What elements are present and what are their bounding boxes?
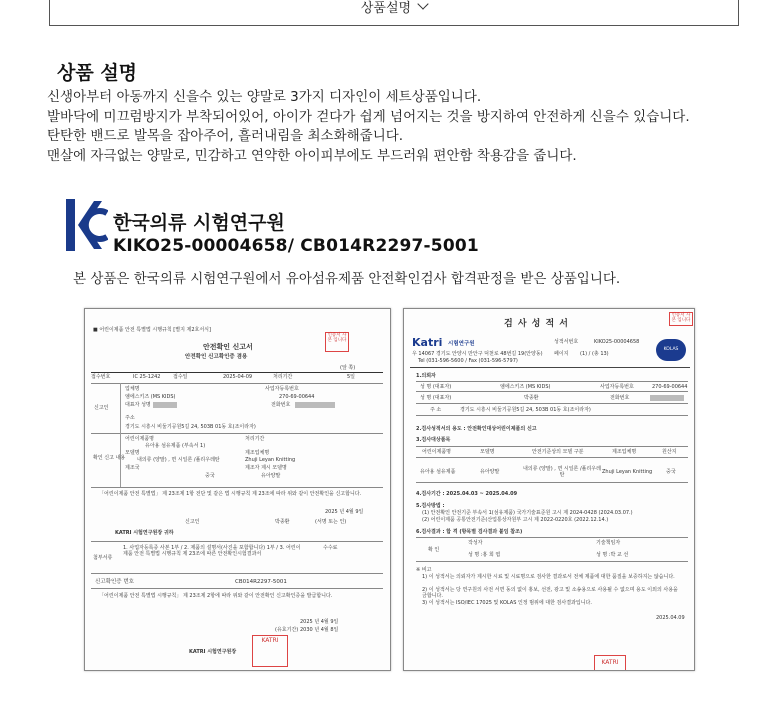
to-label: KATRI 시험연구원장 귀하	[115, 530, 174, 536]
bizno: 270-69-00644	[652, 384, 688, 390]
address-label: 주 소	[430, 407, 442, 413]
sign-note: (서명 또는 인)	[315, 519, 347, 525]
certno: CB014R2297-5001	[235, 579, 287, 585]
issue-date: 2025 년 4월 9일	[300, 619, 339, 625]
rep-label: 성 명 (대표자)	[420, 395, 452, 401]
cell-maker: Zhuji Leyan Knitting	[602, 469, 653, 475]
dropdown-label: 상품설명	[360, 0, 412, 16]
description-line: 탄탄한 밴드로 발목을 잡아주어, 흘러내림을 최소화해줍니다.	[47, 128, 404, 144]
issuer: KATRI 시험연구원장	[189, 649, 237, 655]
name: 엠에스키즈 (MS KIDS)	[500, 384, 551, 390]
bizno-label: 사업자등록번호	[265, 386, 299, 392]
description-line: 맨살에 자극없는 양말로, 민감하고 연약한 아이피부에도 부드러워 편안함 착용감을 줍니다.	[47, 147, 577, 164]
company: 엠에스키즈 (MS KIDS)	[125, 394, 176, 400]
valid-label: (유효기간)	[275, 627, 299, 633]
form-note: ■ 어린이제품 안전 특별법 시행규칙 [별지 제2호서식]	[93, 327, 211, 333]
period: 5일	[347, 374, 356, 380]
report-label: 성적서번호	[554, 339, 579, 345]
cell-origin: 중국	[666, 469, 676, 475]
product: 유아용 섬유제품 (부속서 1)	[145, 443, 206, 449]
cell-product: 유아용 섬유제품	[420, 469, 456, 475]
katri-logo: Katri	[412, 336, 443, 349]
law-text: 「어린이제품 안전 특별법」 제 23조제 1항 전단 및 같은 법 시행규칙 제 23조에 따라 위와 같이 안전확인을 신고합니다.	[99, 491, 362, 497]
page-label: 페이지	[554, 351, 569, 357]
method-2: (2) 어린이제품 공통안전기준(산업통상자원부 고시 제 2022-0220호 (2022.12.14.)	[422, 517, 609, 523]
katri-address: 우 14067 경기도 안양시 만안구 덕천로 48번길 19(안양동)	[412, 351, 543, 357]
note-1: 1) 이 성적서는 의뢰자가 제시한 시료 및 시료명으로 검사한 결과로서 전체 제품에 대한 품질을 보증하지는 않습니다.	[422, 574, 675, 580]
seal-icon: KATRI	[252, 635, 288, 667]
page: (1) / (총 13)	[580, 351, 609, 357]
author: 성 명 :홍 희 엽	[468, 552, 501, 558]
product-description-dropdown[interactable]	[49, 0, 739, 26]
col-origin: 원산지	[662, 449, 677, 455]
doc-title: 검 사 성 적 서	[504, 319, 570, 329]
section-title: 상품 설명	[57, 62, 138, 84]
date-label: 접수일	[173, 374, 188, 380]
cell-model-class: 내의류 (양말) , 면 시일론 /폴리우레탄	[523, 466, 601, 478]
page-label: (앞 쪽)	[340, 365, 356, 371]
certification-note: 본 상품은 한국의류 시험연구원에서 유아섬유제품 안전확인검사 합격판정을 받은 상품입니다.	[73, 271, 621, 287]
model: 내의류 (양말) , 면 시일론 /폴리우레탄	[137, 457, 220, 463]
report-no: KIKO25-00004658	[594, 339, 640, 345]
copy-stamp: 인증서 사본 입니다	[669, 312, 693, 326]
katri-tel: Tel (031-596-5600 / Fax (031-596-5797)	[418, 358, 518, 364]
kolas-logo: KOLAS	[656, 339, 686, 361]
address-label: 주소	[125, 415, 135, 421]
sign-date: 2025 년 4월 9일	[325, 509, 364, 515]
section-2: 2.검사성적서의 용도 : 안전확인대상어린이제품의 신고	[416, 426, 537, 432]
chevron-down-icon	[417, 0, 428, 9]
period-label: 처리기간	[273, 374, 293, 380]
tech: 성 명 :박 교 선	[596, 552, 629, 558]
section-6: 6.검사결과 : 합 격 (항목별 검사결과 붙임 참조)	[416, 529, 523, 535]
note-3: 3) 이 성적서는 ISO/IEC 17025 및 KOLAS 인정 범위에 대한 검사결과입니다.	[422, 600, 592, 606]
bizno-label: 사업자등록번호	[600, 384, 634, 390]
tech-label: 기술책임자	[596, 540, 621, 546]
company-label: 업체명	[125, 386, 140, 392]
address: 경기도 시흥시 비둘기공원5길 24, 503B 01동 호(조이라자)	[125, 424, 256, 430]
method-1: (1) 안전확인 안전기준 부속서 1(섬유제품) 국가기술표준원 고시 제 2024-0428 (2024.03.07.)	[422, 510, 633, 516]
applicant-label: 신고인	[94, 405, 109, 411]
period-label-2: 처리기간	[245, 436, 265, 442]
reporter: 박종환	[275, 519, 290, 525]
origin: 중국	[205, 473, 215, 479]
notes-label: ※ 비고	[416, 567, 432, 573]
valid-date: 2030 년 4월 8일	[300, 627, 339, 633]
phone-label: 전화번호	[271, 402, 291, 408]
cell-model: 유아양말	[480, 469, 500, 475]
receipt-label: 접수번호	[91, 374, 111, 380]
origin-label: 제조국	[125, 465, 140, 471]
ceo-label: 대표자 성명	[125, 402, 151, 408]
product-description	[47, 88, 690, 166]
test-report-image	[403, 308, 695, 671]
receipt-no: IC 25-1242	[133, 374, 161, 380]
col-model: 모델명	[480, 449, 495, 455]
doc-title: 안전확인 신고서	[203, 343, 253, 351]
address: 경기도 시흥시 비둘기공원5길 24, 503B 01동 호(조이라자)	[460, 407, 591, 413]
description-line: 발바닥에 미끄럼방지가 부착되어있어, 아이가 걷다가 쉽게 넘어지는 것을 방지하여 안전하게 신을수 있습니다.	[47, 108, 690, 125]
cert-text: 「어린이제품 안전 특별법 시행규칙」 제 23조제 2항에 따라 위와 같이 안전확인 신고확인증을 발급합니다.	[99, 593, 333, 599]
katri-sub: 시험연구원	[448, 341, 475, 347]
model-label: 모델명	[125, 450, 140, 456]
section-1: 1.의뢰자	[416, 373, 436, 379]
reporter-label: 신고인	[185, 519, 200, 525]
importer: 유아양말	[261, 473, 281, 479]
col-product: 어린이제품명	[422, 449, 451, 455]
attach-text: 1. 사업자등록증 사본 1부 / 2. 제품의 설명서(사진을 포함합니다) 1부 / 3. 어린이제품 안전 특별법 시행규칙 제 23조에 따른 안전확인시험결과서	[123, 545, 301, 557]
confirm-label: 확 인	[428, 547, 440, 553]
copy-stamp: 인증서 사본 입니다	[325, 332, 349, 352]
note-2: 2) 이 성적서는 당 연구원의 사전 서면 동의 없이 홍보, 선전, 광고 및 소송용으로 사용될 수 없으며 용도 이외의 사용을 금합니다.	[422, 587, 678, 599]
bizno: 270-69-00644	[279, 394, 315, 400]
maker-label: 제조업체명	[245, 450, 270, 456]
col-maker: 제조업체명	[612, 449, 637, 455]
seal-icon: KATRI	[594, 655, 626, 671]
report-date: 2025.04.09	[656, 615, 685, 621]
institute-name: 한국의류 시험연구원	[113, 212, 285, 234]
date: 2025-04-09	[223, 374, 253, 380]
doc-subtitle: 안전확인 신고확인증 겸용	[185, 354, 248, 360]
rep: 박종환	[524, 395, 539, 401]
name-label: 성 명 (대표자)	[420, 384, 452, 390]
description-line: 신생아부터 아동까지 신을수 있는 양말로 3가지 디자인이 세트상품입니다.	[47, 89, 482, 105]
product-label: 어린이제품명	[125, 436, 154, 442]
col-model-class: 안전기준상의 모델 구분	[532, 449, 584, 455]
author-label: 작성자	[468, 540, 483, 546]
certno-label: 신고확인증 번호	[95, 579, 134, 585]
content-label: 확인 신고 내용	[93, 455, 126, 461]
safety-confirmation-report-image	[84, 308, 391, 671]
section-3: 3.검사대상품목	[416, 437, 451, 443]
section-4: 4.검사기간 : 2025.04.03 ~ 2025.04.09	[416, 491, 518, 497]
phone-label: 전화번호	[610, 395, 630, 401]
section-5: 5.검사방법 :	[416, 503, 445, 509]
maker: Zhuji Leyan Knitting	[245, 457, 296, 463]
attach-label: 첨부서류	[93, 555, 113, 561]
importer-label: 제조자 제시 모델명	[245, 465, 287, 471]
kc-mark-icon	[66, 199, 108, 251]
fee-label: 수수료	[323, 545, 338, 551]
certification-code: KIKO25-00004658/ CB014R2297-5001	[113, 236, 479, 256]
